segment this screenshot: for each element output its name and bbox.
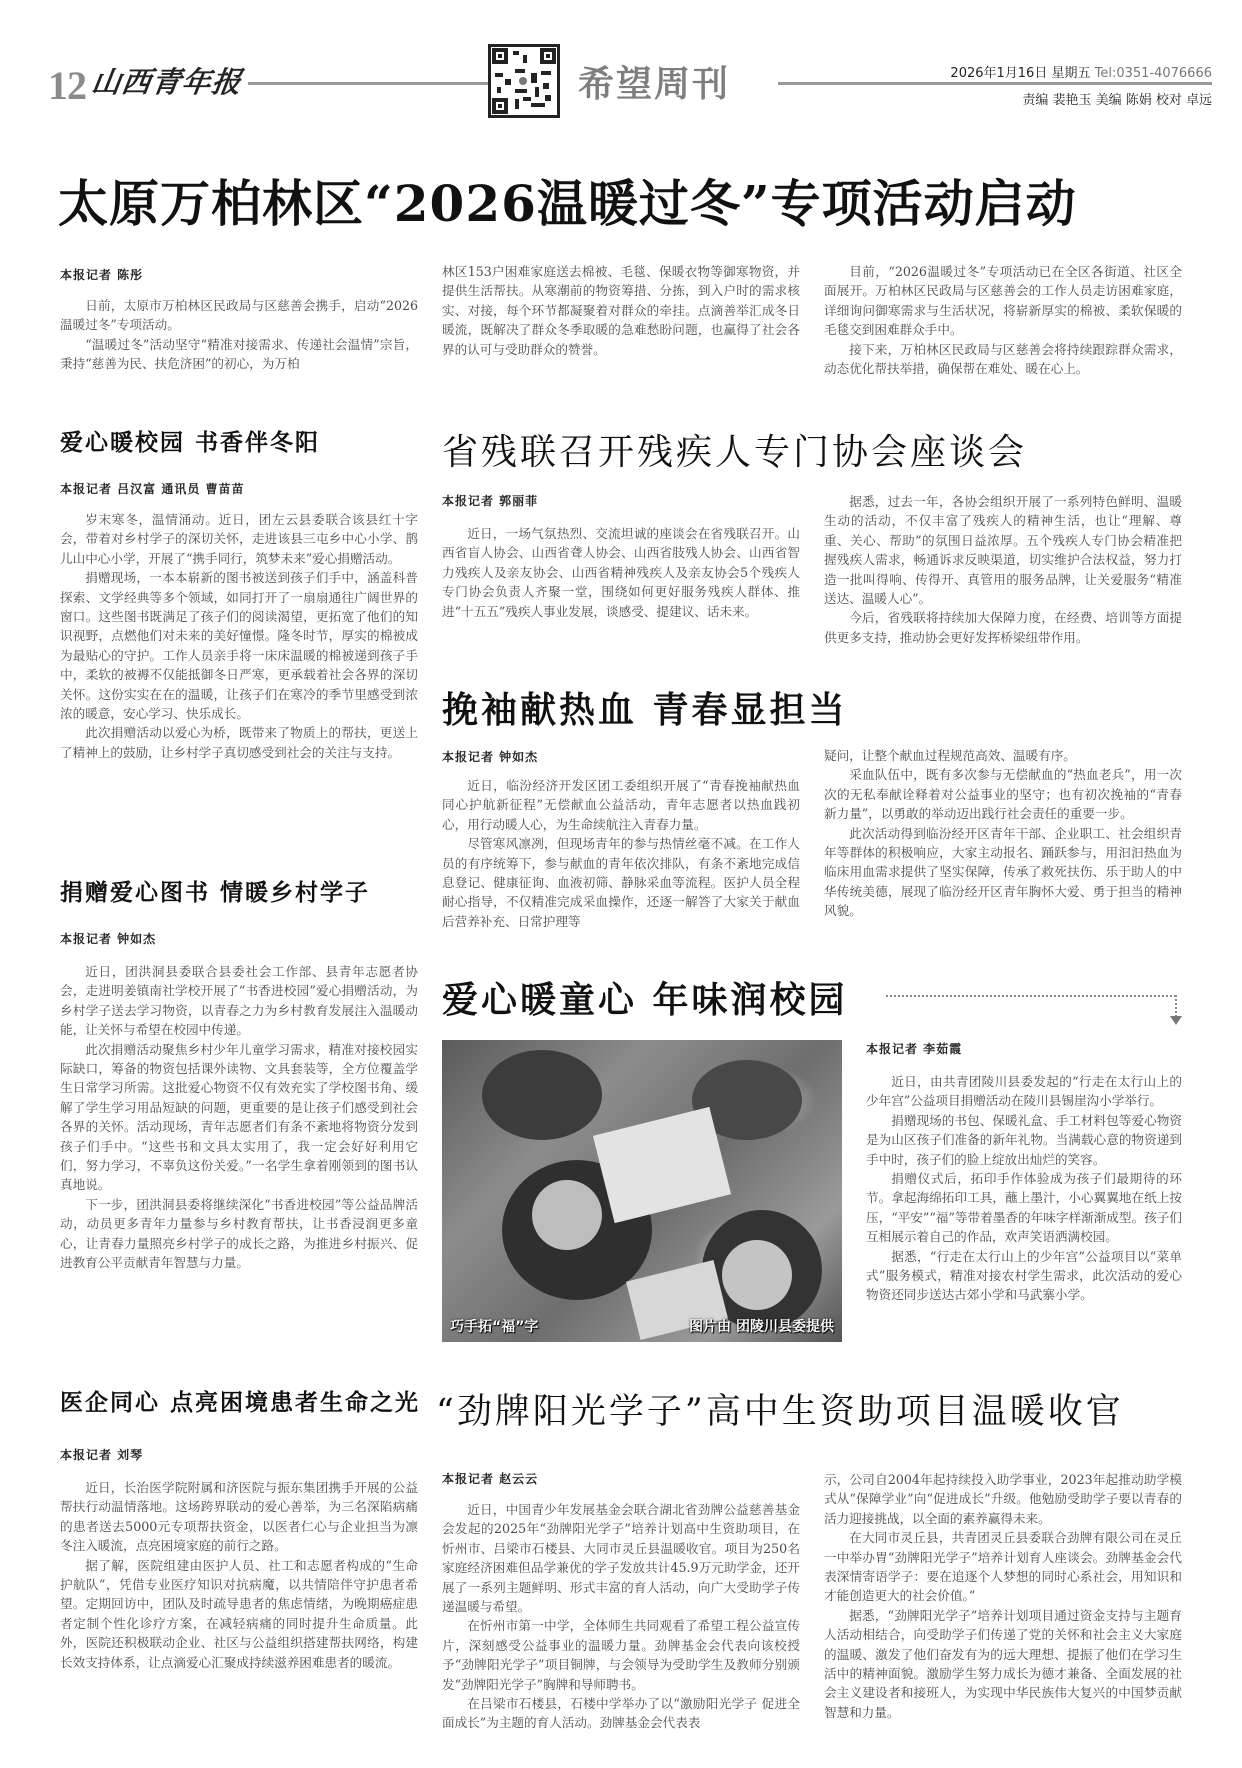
jinpai-column-1: 近日，中国青少年发展基金会联合湖北省劲牌公益慈善基金会发起的2025年“劲牌阳光学子”培养计划高中生资助项目，在忻州市、吕梁市石楼县、大同市灵丘县温暖收官。项目为250名家庭经济困难但品学兼优的学子发放共计45.9万元助学金，还开展了一系列主题鲜明、形式丰富的育人活动，向广大受助学子传递温暖与希望。 在忻州市第一中学，全体师生共同观看了希望工程公益宣传片，深刻感受公益事业的温暖力量。劲牌基金会代表向该校授予“劲牌阳光学子”项目铜牌，与会领导为受助学生及教师分别颁发“劲牌阳光学子”胸牌和导师聘书。 在吕梁市石楼县，石楼中学举办了以“激励阳光学子 促进全面成长”为主题的育人活动。劲牌基金会代表表 <box>442 1502 800 1731</box>
lead-column-2: 林区153户困难家庭送去棉被、毛毯、保暖衣物等御寒物资，并提供生活帮扶。从寒潮前的物资筹措、分拣，到入户时的需求核实、对接，每个环节都凝聚着对群众的牵挂。点滴善举汇成冬日暖流，既解决了群众冬季取暖的急难愁盼问题，也赢得了社会各界的认可与受助群众的赞誉。 <box>442 264 800 357</box>
lead-column-1: 日前，太原市万柏林区民政局与区慈善会携手，启动“2026温暖过冬”专项活动。 “温暖过冬”活动坚守“精准对接需求、传递社会温情”宗旨，秉持“慈善为民、扶危济困”的初心，为万柏 <box>60 298 418 372</box>
jinpai-byline: 本报记者 赵云云 <box>442 1472 539 1486</box>
masthead-rule-right <box>778 82 1212 85</box>
arrow-down-icon <box>1170 1016 1182 1025</box>
hospital-body: 近日，长治医学院附属和济医院与振东集团携手开展的公益帮扶行动温情落地。这场跨界联动的爱心善举，为三名深陷病痛的患者送去5000元专项帮扶资金，以医者仁心与企业担当为凛冬注入暖流，点亮困境家庭的前行之路。 据了解，医院组建由医护人员、社工和志愿者构成的“生命护航队”，凭借专业医疗知识对抗病魔，以共情陪伴守护患者希望。定期回访中，团队及时疏导患者的焦虑情绪，为晚期癌症患者定制个性化诊疗方案，在减轻病痛的同时提升生命质量。此外，医院还积极联动企业、社区与公益组织搭建帮扶网络，构建长效支持体系，让点滴爱心汇聚成持续滋养困难患者的暖流。 <box>60 1480 418 1670</box>
masthead <box>0 0 1242 130</box>
book-donation-body: 近日，团洪洞县委联合县委社会工作部、县青年志愿者协会，走进明姜镇南社学校开展了“书香进校园”爱心捐赠活动，为乡村学子送去学习物资，以青春之力为乡村教育发展注入温暖动能，让关怀与希望在校园中传递。 此次捐赠活动聚焦乡村少年儿童学习需求，精准对接校园实际缺口，筹备的物资包括课外读物、文具套装等，全方位覆盖学生日常学习所需。这批爱心物资不仅有效充实了学校图书角、缓解了学生学习用品短缺的问题，更重要的是让孩子们感受到社会各界的关怀。活动现场，青年志愿者们有条不紊地将物资分发到孩子们手中。“这些书和文具太实用了，我一定会好好利用它们，努力学习，不辜负这份关爱。”一名学生拿着刚领到的图书认真地说。 下一步，团洪洞县委将继续深化“书香进校园”等公益品牌活动，动员更多青年力量参与乡村教育帮扶，让书香浸润更多童心，让青春力量照亮乡村学子的成长之路，为推进乡村振兴、促进教育公平贡献青年智慧与力量。 <box>60 964 418 1271</box>
blood-donation-column-1: 近日，临汾经济开发区团工委组织开展了“青春挽袖献热血 同心护航新征程”无偿献血公益活动，青年志愿者以热血践初心，用行动暖人心，为生命续航注入青春力量。 尽管寒风凛冽，但现场青年的参与热情丝毫不减。在工作人员的有序统筹下，参与献血的青年依次排队，有条不紊地完成信息登记、健康征询、血液初筛、静脉采血等流程。医护人员全程耐心指导，不仅精准完成采血操作，还逐一解答了大家关于献血后营养补充、日常护理等 <box>442 778 800 929</box>
lead-byline: 本报记者 陈彤 <box>60 268 144 282</box>
disabled-assoc-column-1: 近日，一场气氛热烈、交流坦诚的座谈会在省残联召开。山西省盲人协会、山西省聋人协会、山西省肢残人协会、山西省智力残疾人及亲友协会、山西省精神残疾人及亲友协会5个残疾人专门协会负责人齐聚一堂，围绕如何更好服务残疾人群体、推进“十五五”残疾人事业发展，谈感受、提建议、话未来。 <box>442 526 800 619</box>
book-donation-byline: 本报记者 钟如杰 <box>60 932 157 946</box>
decorative-dotted-rule <box>886 995 1176 997</box>
section-title: 希望周刊 <box>578 63 731 105</box>
blood-donation-column-2: 疑问，让整个献血过程规范高效、温暖有序。 采血队伍中，既有多次参与无偿献血的“热血老兵”，用一次次的无私奉献诠释着对公益事业的坚守；也有初次挽袖的“青春新力量”，以勇敢的举动迈出践行社会责任的重要一步。 此次活动得到临汾经开区青年干部、企业职工、社会组织青年等群体的积极响应，大家主动报名、踊跃参与，用汩汩热血为临床用血需求提供了坚实保障，传承了救死扶伤、乐于助人的中华传统美德，展现了临汾经开区青年胸怀大爱、勇于担当的精神风貌。 <box>824 748 1182 919</box>
blood-donation-headline: 挽袖献热血 青春显担当 <box>442 689 848 731</box>
lead-headline: 太原万柏林区“2026温暖过冬”专项活动启动 <box>58 174 1077 233</box>
qr-code-icon[interactable] <box>488 44 560 118</box>
disabled-assoc-byline: 本报记者 郭丽菲 <box>442 494 539 508</box>
new-year-school-body: 近日，由共青团陵川县委发起的“行走在太行山上的少年宫”公益项目捐赠活动在陵川县锡崖沟小学举行。 捐赠现场的书包、保暖礼盒、手工材料包等爱心物资是为山区孩子们准备的新年礼物。当满载心意的物资递到手中时，孩子们的脸上绽放出灿烂的笑容。 捐赠仪式后，拓印手作体验成为孩子们最期待的环节。拿起海绵拓印工具，蘸上墨汁，小心翼翼地在纸上按压，“平安”“福”等带着墨香的年味字样渐渐成型。孩子们互相展示着自己的作品，欢声笑语洒满校园。 据悉，“行走在太行山上的少年宫”公益项目以“菜单式”服务模式，精准对接农村学生需求，此次活动的爱心物资还同步送达古郊小学和马武寨小学。 <box>866 1074 1182 1303</box>
new-year-school-headline: 爱心暖童心 年味润校园 <box>442 979 848 1021</box>
school-books-byline: 本报记者 吕汉富 通讯员 曹苗苗 <box>60 482 245 496</box>
blood-donation-byline: 本报记者 钟如杰 <box>442 750 539 764</box>
hospital-headline: 医企同心 点亮困境患者生命之光 <box>60 1390 421 1416</box>
jinpai-column-2: 示，公司自2004年起持续投入助学事业，2023年起推动助学模式从“保障学业”向“促进成长”升级。他勉励受助学子要以青春的活力迎接挑战，以全面的素养赢得未来。 在大同市灵丘县，共青团灵丘县委联合劲牌有限公司在灵丘一中举办胃“劲牌阳光学子”培养计划育人座谈会。劲牌基金会代表深情寄语学子：要在追逐个人梦想的同时心系社会，用知识和才能创造更大的社会价值。” 据悉，“劲牌阳光学子”培养计划项目通过资金支持与主题育人活动相结合，向受助学子们传递了党的关怀和社会主义大家庭的温暖、激发了他们奋发有为的远大理想、提振了他们在学习生活中的精神面貌。激励学生努力成长为德才兼备、全面发展的社会主义建设者和接班人，为实现中华民族伟大复兴的中国梦贡献智慧和力量。 <box>824 1472 1182 1720</box>
school-books-body: 岁末寒冬，温情涌动。近日，团左云县委联合该县红十字会，带着对乡村学子的深切关怀，走进该县三屯乡中心小学、鹊儿山中心小学，开展了“携手同行，筑梦未来”爱心捐赠活动。 捐赠现场，一本本崭新的图书被送到孩子们手中，涵盖科普探索、文学经典等多个领域，如同打开了一扇扇通往广阔世界的窗口。这些图书既满足了孩子们的阅读渴望，更拓宽了他们的知识视野，点燃他们对未来的美好憧憬。隆冬时节，厚实的棉被成为最贴心的守护。工作人员亲手将一床床温暖的棉被递到孩子手中，柔软的被褥不仅能抵御冬日严寒，更承载着社会各界的深切关怀。这份实实在在的温暖，让孩子们在寒冷的季节里感受到浓浓的暖意，安心学习、快乐成长。 此次捐赠活动以爱心为桥，既带来了物质上的帮扶，更送上了精神上的鼓励，让乡村学子真切感受到社会的关注与支持。 <box>60 512 418 760</box>
school-books-headline: 爱心暖校园 书香伴冬阳 <box>60 430 321 456</box>
hospital-byline: 本报记者 刘琴 <box>60 1448 144 1462</box>
book-donation-headline: 捐赠爱心图书 情暖乡村学子 <box>60 880 371 906</box>
newspaper-logo: 山西青年报 <box>89 65 245 99</box>
dateline <box>950 62 1212 81</box>
issue-date: 2026年1月16日 星期五 <box>950 66 1091 81</box>
photo-credit: 图片由 团陵川县委提供 <box>689 1319 834 1335</box>
article-photo <box>442 1040 842 1342</box>
lead-column-3: 目前，“2026温暖过冬”专项活动已在全区各街道、社区全面展开。万柏林区民政局与区慈善会的工作人员走访困难家庭，详细询问御寒需求与生活状况，将崭新厚实的棉被、柔软保暖的毛毯交到困难群众手中。 接下来，万柏林区民政局与区慈善会将持续跟踪群众需求，动态优化帮扶举措，确保帮在难处、暖在心上。 <box>824 264 1182 377</box>
photo-caption: 巧手拓“福”字 <box>450 1319 539 1335</box>
editor-credits: 责编 裴艳玉 美编 陈娟 校对 卓远 <box>1022 93 1212 108</box>
new-year-school-byline: 本报记者 李茹霞 <box>866 1042 963 1056</box>
disabled-assoc-column-2: 据悉，过去一年，各协会组织开展了一系列特色鲜明、温暖生动的活动，不仅丰富了残疾人的精神生活，也让“理解、尊重、关心、帮助”的氛围日益浓厚。五个残疾人专门协会精准把握残疾人需求，畅通诉求反映渠道，切实维护合法权益，努力打造一批叫得响、传得开、真管用的服务品牌，让关爱服务“精准送达、温暖人心”。 今后，省残联将持续加大保障力度，在经费、培训等方面提供更多支持，推动协会更好发挥桥梁纽带作用。 <box>824 494 1182 645</box>
masthead-rule-left <box>248 82 490 85</box>
disabled-assoc-headline: 省残联召开残疾人专门协会座谈会 <box>442 432 1028 473</box>
phone-number: Tel:0351-4076666 <box>1094 66 1212 81</box>
jinpai-headline: “劲牌阳光学子”高中生资助项目温暖收官 <box>436 1392 1124 1432</box>
page-number: 12 <box>48 63 86 108</box>
decorative-dotted-rule-vertical <box>1175 995 1177 1017</box>
